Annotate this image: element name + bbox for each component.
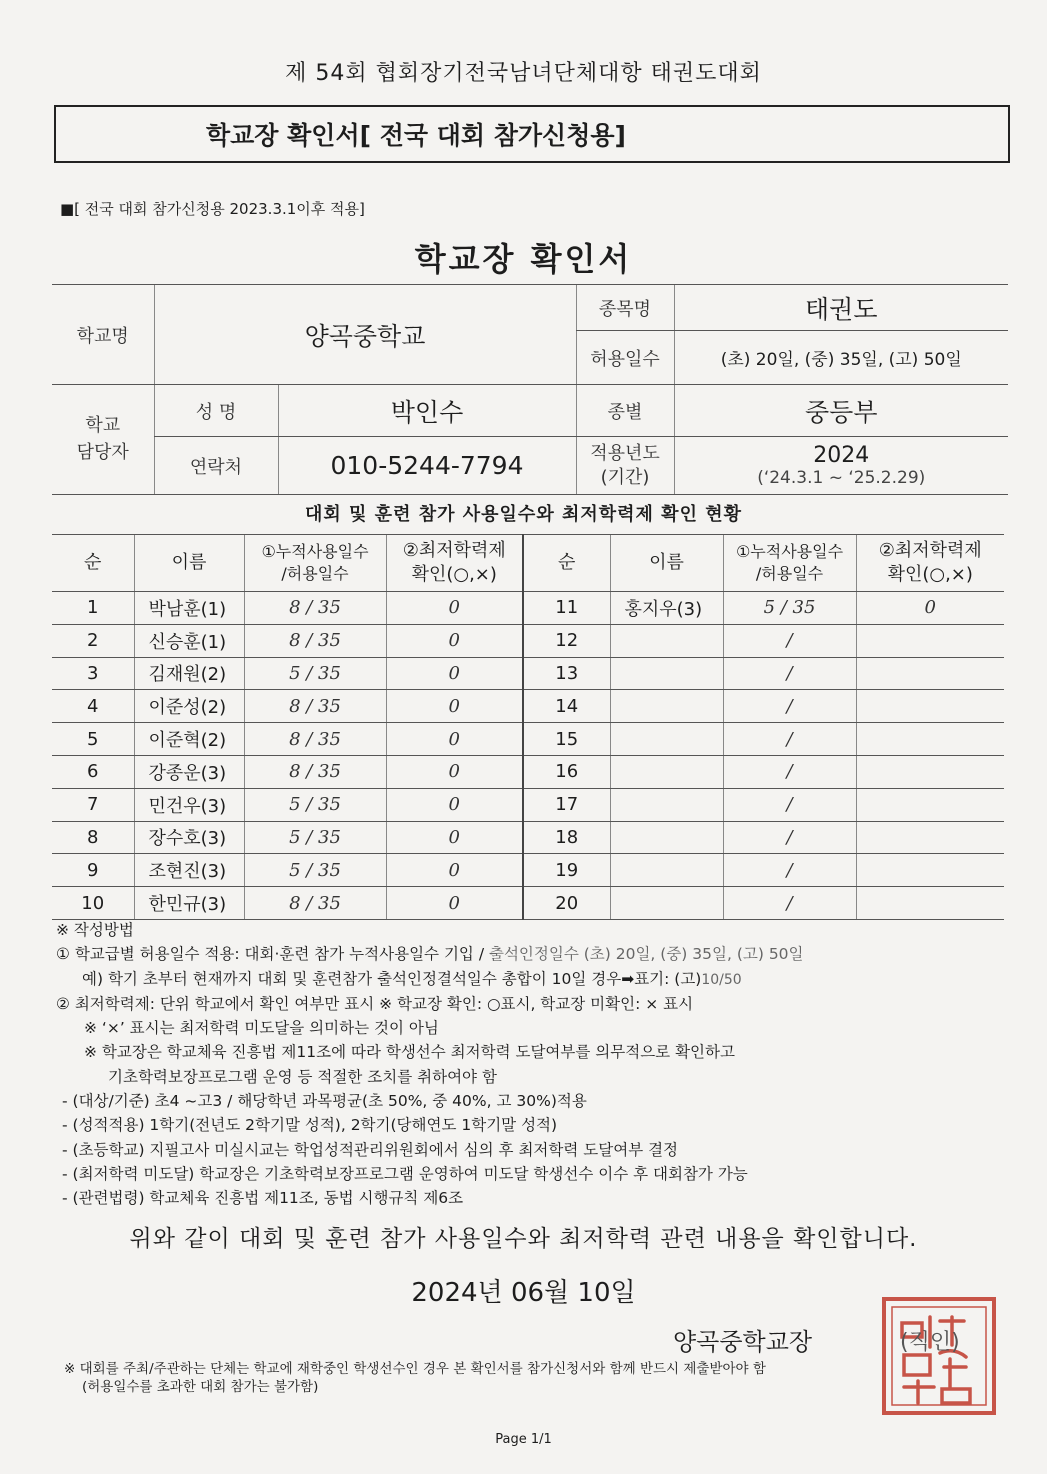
cell-no: 7 <box>52 788 134 821</box>
method-line: ② 최저학력제: 단위 학교에서 확인 여부만 표시 ※ 학교장 확인: ○표시, 학교장 미확인: × 표시 <box>56 994 694 1013</box>
person-name-label: 성 명 <box>154 385 278 437</box>
cell-name <box>610 755 723 788</box>
table-row <box>52 723 1004 756</box>
cell-min: 0 <box>386 657 523 690</box>
cell-days: / <box>723 788 856 821</box>
cell-days: / <box>723 657 856 690</box>
cell-name <box>610 887 723 920</box>
cell-min: 0 <box>386 821 523 854</box>
table-row <box>52 887 1004 920</box>
cell-days: 5 / 35 <box>244 788 386 821</box>
cell-name: 이준혁(2) <box>134 723 244 756</box>
col-header-min-academic: ②최저학력제 확인(○,×) <box>856 535 1004 592</box>
cell-name: 장수호(3) <box>134 821 244 854</box>
col-header-days: ①누적사용일수 /허용일수 <box>723 535 856 592</box>
cell-no: 11 <box>523 592 610 625</box>
writing-method <box>56 918 996 1211</box>
cell-name: 강종운(3) <box>134 755 244 788</box>
contact-label: 연락처 <box>154 437 278 495</box>
allowed-days-label: 허용일수 <box>576 331 674 385</box>
confirmation-statement: 위와 같이 대회 및 훈련 참가 사용일수와 최저학력 관련 내용을 확인합니다. <box>129 1226 918 1252</box>
cell-no: 17 <box>523 788 610 821</box>
school-info-table <box>52 284 1008 495</box>
method-line: ※ 학교장은 학교체육 진흥법 제11조에 따라 학생선수 최저학력 도달여부를 의무적으로 확인하고 <box>84 1043 735 1062</box>
cell-no: 14 <box>523 690 610 723</box>
apply-period-value: (‘24.3.1 ~ ‘25.2.29) <box>757 468 926 488</box>
official-seal-stamp <box>880 1295 998 1417</box>
cell-min <box>856 854 1004 887</box>
method-line: 기초학력보장프로그램 운영 등 적절한 조치를 취하여야 함 <box>108 1067 497 1086</box>
cell-days: / <box>723 690 856 723</box>
cell-min <box>856 690 1004 723</box>
footer-note-line: ※ 대회를 주최/주관하는 단체는 학교에 재학중인 학생선수인 경우 본 확인서를 참가신청서와 함께 반드시 제출받아야 함 <box>64 1361 766 1377</box>
method-line <box>56 942 996 966</box>
attendance-section-title: 대회 및 훈련 참가 사용일수와 최저학력제 확인 현황 <box>304 504 742 525</box>
cell-name <box>610 624 723 657</box>
cell-min: 0 <box>386 592 523 625</box>
cell-days: 5 / 35 <box>244 854 386 887</box>
form-boxed-title-text: 학교장 확인서[ 전국 대회 참가신청용] <box>206 121 626 150</box>
contact-value: 010-5244-7794 <box>278 437 576 495</box>
person-name-value: 박인수 <box>278 385 576 437</box>
cell-days: 5 / 35 <box>244 657 386 690</box>
cell-no: 19 <box>523 854 610 887</box>
cell-days: / <box>723 854 856 887</box>
cell-days: 8 / 35 <box>244 723 386 756</box>
cell-name <box>610 657 723 690</box>
cell-days: 8 / 35 <box>244 887 386 920</box>
cell-min: 0 <box>386 854 523 887</box>
cell-days: / <box>723 755 856 788</box>
method-line: - (최저학력 미도달) 학교장은 기초학력보장프로그램 운영하여 미도달 학생선수 이수 후 대회참가 가능 <box>62 1164 748 1183</box>
cell-min: 0 <box>386 690 523 723</box>
event-title: 제 54회 협회장기전국남녀단체대항 태권도대회 <box>285 61 762 86</box>
footer-note <box>64 1360 766 1396</box>
cell-min <box>856 624 1004 657</box>
cell-name: 김재원(2) <box>134 657 244 690</box>
cell-no: 12 <box>523 624 610 657</box>
cell-no: 9 <box>52 854 134 887</box>
apply-year-value: 2024 <box>813 443 870 468</box>
cell-name <box>610 690 723 723</box>
cell-name: 한민규(3) <box>134 887 244 920</box>
allowed-days-value: (초) 20일, (중) 35일, (고) 50일 <box>674 331 1008 385</box>
col-header-name: 이름 <box>134 535 244 592</box>
sport-label: 종목명 <box>576 285 674 331</box>
cell-name <box>610 854 723 887</box>
school-name-value: 양곡중학교 <box>154 285 576 385</box>
cell-min: 0 <box>386 788 523 821</box>
manager-label: 학교 담당자 <box>52 385 154 495</box>
division-value: 중등부 <box>674 385 1008 437</box>
table-row <box>52 821 1004 854</box>
cell-name: 박남훈(1) <box>134 592 244 625</box>
applicability-note: ■[ 전국 대회 참가신청용 2023.3.1이후 적용] <box>60 200 365 218</box>
principal-name: 양곡중학교장 <box>673 1328 813 1356</box>
table-row <box>52 624 1004 657</box>
cell-no: 20 <box>523 887 610 920</box>
cell-min <box>856 788 1004 821</box>
footer-note-line: (허용일수를 초과한 대회 참가는 불가함) <box>82 1379 319 1395</box>
document-title: 학교장 확인서 <box>414 240 633 278</box>
seal-label: (직인) <box>900 1330 960 1355</box>
cell-no: 16 <box>523 755 610 788</box>
col-header-days: ①누적사용일수 /허용일수 <box>244 535 386 592</box>
attendance-table <box>52 534 1004 920</box>
cell-days: 8 / 35 <box>244 755 386 788</box>
cell-no: 8 <box>52 821 134 854</box>
cell-min: 0 <box>386 624 523 657</box>
cell-name <box>610 788 723 821</box>
cell-no: 2 <box>52 624 134 657</box>
school-name-label: 학교명 <box>52 285 154 385</box>
col-header-min-academic: ②최저학력제 확인(○,×) <box>386 535 523 592</box>
apply-year-cell <box>674 437 1008 495</box>
method-line: - (관련법령) 학교체육 진흥법 제11조, 동법 시행규칙 제6조 <box>62 1189 464 1208</box>
cell-min <box>856 821 1004 854</box>
cell-no: 3 <box>52 657 134 690</box>
cell-no: 1 <box>52 592 134 625</box>
division-label: 종별 <box>576 385 674 437</box>
cell-name: 조현진(3) <box>134 854 244 887</box>
cell-days: 5 / 35 <box>723 592 856 625</box>
cell-no: 18 <box>523 821 610 854</box>
cell-no: 15 <box>523 723 610 756</box>
cell-days: 8 / 35 <box>244 592 386 625</box>
apply-year-label: 적용년도 (기간) <box>576 437 674 495</box>
cell-name <box>610 723 723 756</box>
method-line-text-grey: 출석인정일수 (초) 20일, (중) 35일, (고) 50일 <box>488 945 804 964</box>
cell-min: 0 <box>386 755 523 788</box>
table-row <box>52 657 1004 690</box>
cell-no: 4 <box>52 690 134 723</box>
cell-no: 5 <box>52 723 134 756</box>
table-row <box>52 755 1004 788</box>
table-row <box>52 592 1004 625</box>
cell-min <box>856 755 1004 788</box>
cell-days: / <box>723 624 856 657</box>
cell-days: / <box>723 723 856 756</box>
cell-days: 8 / 35 <box>244 624 386 657</box>
page-number: Page 1/1 <box>495 1432 552 1447</box>
method-heading: ※ 작성방법 <box>56 921 134 939</box>
cell-name: 홍지우(3) <box>610 592 723 625</box>
attendance-rows <box>52 592 1004 920</box>
cell-min <box>856 723 1004 756</box>
method-line: ※ ‘×’ 표시는 최저학력 미도달을 의미하는 것이 아님 <box>84 1019 439 1038</box>
col-header-no: 순 <box>52 535 134 592</box>
cell-min: 0 <box>386 723 523 756</box>
cell-name <box>610 821 723 854</box>
table-row <box>52 690 1004 723</box>
col-header-no: 순 <box>523 535 610 592</box>
col-header-name: 이름 <box>610 535 723 592</box>
confirmation-date: 2024년 06월 10일 <box>411 1278 636 1308</box>
sport-value: 태권도 <box>674 285 1008 331</box>
method-line: - (성적적용) 1학기(전년도 2학기말 성적), 2학기(당해연도 1학기말 성적) <box>62 1116 558 1135</box>
cell-days: 8 / 35 <box>244 690 386 723</box>
cell-no: 13 <box>523 657 610 690</box>
cell-name: 민건우(3) <box>134 788 244 821</box>
cell-no: 6 <box>52 755 134 788</box>
table-row <box>52 854 1004 887</box>
table-row <box>52 788 1004 821</box>
method-line: - (대상/기준) 초4 ~고3 / 해당학년 과목평균(초 50%, 중 40%, 고 30%)적용 <box>62 1092 587 1111</box>
method-line-text: ① 학교급별 허용일수 적용: 대회·훈련 참가 누적사용일수 기입 / <box>56 945 489 964</box>
cell-days: / <box>723 887 856 920</box>
cell-name: 신승훈(1) <box>134 624 244 657</box>
cell-min <box>856 887 1004 920</box>
cell-min: 0 <box>856 592 1004 625</box>
cell-days: 5 / 35 <box>244 821 386 854</box>
cell-name: 이준성(2) <box>134 690 244 723</box>
method-line <box>56 967 996 992</box>
cell-min <box>856 657 1004 690</box>
method-line: - (초등학교) 지필고사 미실시교는 학업성적관리위원회에서 심의 후 최저학력 도달여부 결정 <box>62 1140 679 1159</box>
method-line-text: 예) 학기 초부터 현재까지 대회 및 훈련참가 출석인정결석일수 총합이 10일 경우➡표기: (고) <box>82 969 702 988</box>
method-line-text-grey: 10/50 <box>701 971 742 988</box>
cell-days: / <box>723 821 856 854</box>
cell-no: 10 <box>52 887 134 920</box>
form-boxed-title <box>54 105 1010 163</box>
cell-min: 0 <box>386 887 523 920</box>
